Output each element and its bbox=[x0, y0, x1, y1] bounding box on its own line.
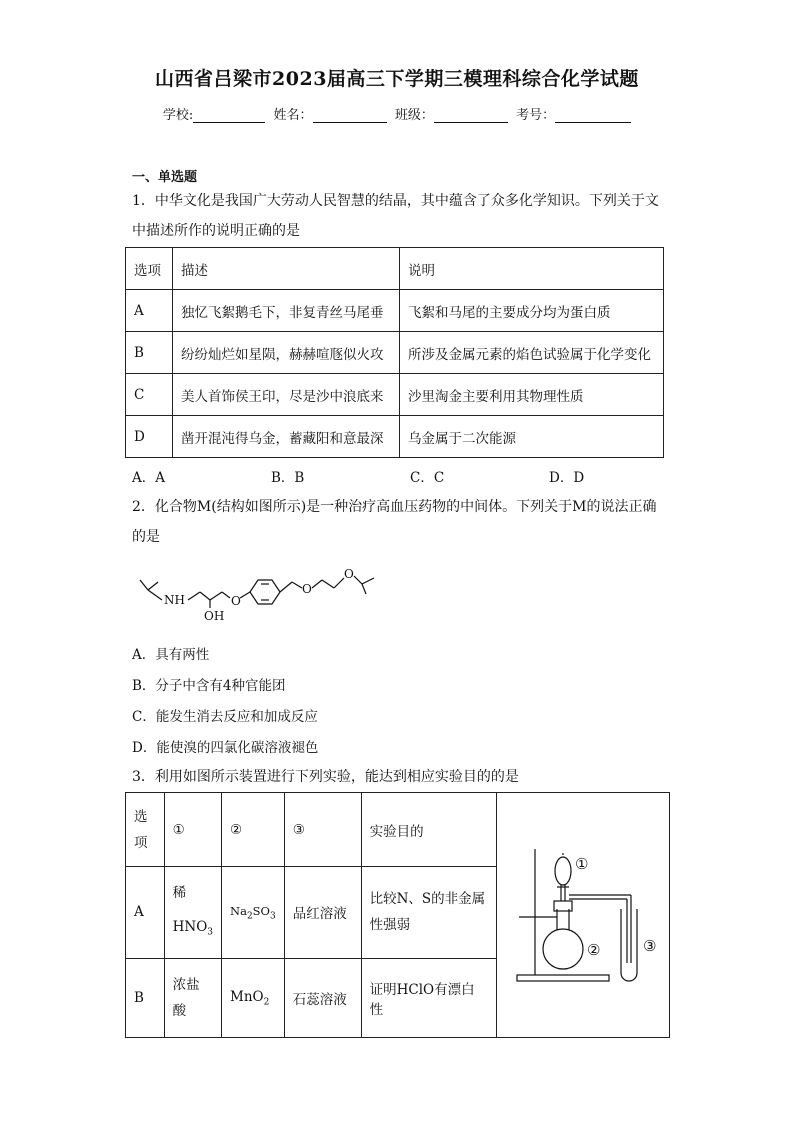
student-info-line bbox=[0, 104, 794, 123]
q2-stem bbox=[132, 492, 672, 552]
table-cell: 品红溶液 bbox=[284, 867, 361, 958]
table-cell: 证明HClO有漂白性 bbox=[361, 958, 496, 1037]
table-cell: 独忆飞絮鹅毛下，非复青丝马尾垂 bbox=[173, 290, 400, 332]
table-row bbox=[126, 416, 664, 458]
table-row bbox=[126, 290, 664, 332]
table-cell: C bbox=[126, 374, 173, 416]
school-label: 学校: bbox=[162, 108, 194, 123]
q1-option-a[interactable]: A．A bbox=[132, 470, 165, 486]
o-label-3: O bbox=[344, 567, 354, 581]
name-blank[interactable] bbox=[313, 108, 387, 123]
header-cell: ② bbox=[222, 793, 285, 867]
table-cell: 石蕊溶液 bbox=[284, 958, 361, 1037]
q3-stem: 3．利用如图所示装置进行下列实验，能达到相应实验目的的是 bbox=[132, 769, 519, 785]
q2-stem-line2: 的是 bbox=[132, 529, 160, 545]
table-cell: A bbox=[126, 290, 173, 332]
q2-option-c[interactable]: C．能发生消去反应和加成反应 bbox=[132, 709, 318, 725]
class-label: 班级： bbox=[394, 108, 434, 123]
header-cell: 说明 bbox=[400, 248, 664, 290]
header-cell: 选项 bbox=[126, 793, 165, 867]
apparatus-label-2: ② bbox=[587, 941, 601, 959]
reagent-line: 稀 bbox=[172, 884, 187, 901]
exam-number-blank[interactable] bbox=[555, 108, 631, 123]
table-cell: B bbox=[126, 332, 173, 374]
name-label: 姓名： bbox=[273, 108, 313, 123]
table-cell bbox=[222, 958, 285, 1037]
header-cell: 选项 bbox=[126, 248, 173, 290]
nh-label: NH bbox=[164, 593, 185, 607]
header-cell: ③ bbox=[284, 793, 361, 867]
page-title: 山西省吕梁市2023届高三下学期三模理科综合化学试题 bbox=[155, 68, 639, 90]
o-label-1: O bbox=[231, 594, 241, 608]
table-cell bbox=[164, 867, 221, 958]
table-header-row bbox=[126, 248, 664, 290]
exam-number-label: 考号： bbox=[516, 108, 556, 123]
q1-stem-line1: 1．中华文化是我国广大劳动人民智慧的结晶，其中蕴含了众多化学知识。下列关于文 bbox=[132, 193, 659, 209]
formula-sub: 3 bbox=[269, 911, 276, 922]
table-row bbox=[126, 374, 664, 416]
table-header-row bbox=[126, 793, 670, 867]
table-cell: 乌金属于二次能源 bbox=[400, 416, 664, 458]
formula-sub: 3 bbox=[207, 927, 214, 938]
q1-stem bbox=[132, 186, 672, 246]
table-cell: 比较N、S的非金属性强弱 bbox=[361, 867, 496, 958]
header-cell: 描述 bbox=[173, 248, 400, 290]
class-blank[interactable] bbox=[434, 108, 508, 123]
school-blank[interactable] bbox=[193, 108, 265, 123]
table-cell: B bbox=[126, 958, 165, 1037]
oh-label: OH bbox=[204, 609, 225, 623]
section-heading: 一、单选题 bbox=[132, 170, 198, 185]
q1-stem-line2: 中描述所作的说明正确的是 bbox=[132, 223, 300, 239]
apparatus-label-3: ③ bbox=[643, 937, 657, 955]
table-cell: 凿开混沌得乌金，蓄藏阳和意最深 bbox=[173, 416, 400, 458]
apparatus-label-1: ① bbox=[575, 855, 589, 873]
q1-option-b[interactable]: B．B bbox=[271, 470, 305, 486]
o-label-2: O bbox=[302, 582, 312, 596]
formula-sub: 2 bbox=[263, 997, 270, 1008]
apparatus-cell bbox=[497, 793, 670, 1038]
q1-table bbox=[125, 247, 664, 458]
q3-table bbox=[125, 792, 670, 1038]
table-cell: 所涉及金属元素的焰色试验属于化学变化 bbox=[400, 332, 664, 374]
table-cell: 美人首饰侯王印，尽是沙中浪底来 bbox=[173, 374, 400, 416]
table-cell: 浓盐酸 bbox=[164, 958, 221, 1037]
apparatus-diagram bbox=[497, 793, 669, 1033]
q1-option-c[interactable]: C．C bbox=[410, 470, 445, 486]
table-cell: 飞絮和马尾的主要成分均为蛋白质 bbox=[400, 290, 664, 332]
formula-main: MnO bbox=[230, 988, 264, 1005]
table-row bbox=[126, 332, 664, 374]
q1-option-d[interactable]: D．D bbox=[549, 470, 585, 486]
q2-option-d[interactable]: D．能使溴的四氯化碳溶液褪色 bbox=[132, 740, 319, 756]
table-cell: A bbox=[126, 867, 165, 958]
q2-option-b[interactable]: B．分子中含有4种官能团 bbox=[132, 678, 286, 694]
formula-sub: 2 bbox=[246, 911, 253, 922]
reagent-formula bbox=[173, 910, 213, 950]
table-cell: D bbox=[126, 416, 173, 458]
header-cell: ① bbox=[164, 793, 221, 867]
header-cell: 实验目的 bbox=[361, 793, 496, 867]
formula-main: HNO bbox=[172, 918, 208, 935]
table-cell bbox=[222, 867, 285, 958]
q2-stem-line1: 2．化合物M(结构如图所示)是一种治疗高血压药物的中间体。下列关于M的说法正确 bbox=[132, 499, 657, 515]
table-cell: 纷纷灿烂如星陨，赫赫喧豗似火攻 bbox=[173, 332, 400, 374]
formula-main: SO bbox=[252, 903, 270, 918]
table-cell: 沙里淘金主要利用其物理性质 bbox=[400, 374, 664, 416]
formula-main: Na bbox=[230, 903, 247, 918]
q2-option-a[interactable]: A．具有两性 bbox=[132, 647, 210, 663]
compound-m-structure bbox=[130, 560, 390, 630]
